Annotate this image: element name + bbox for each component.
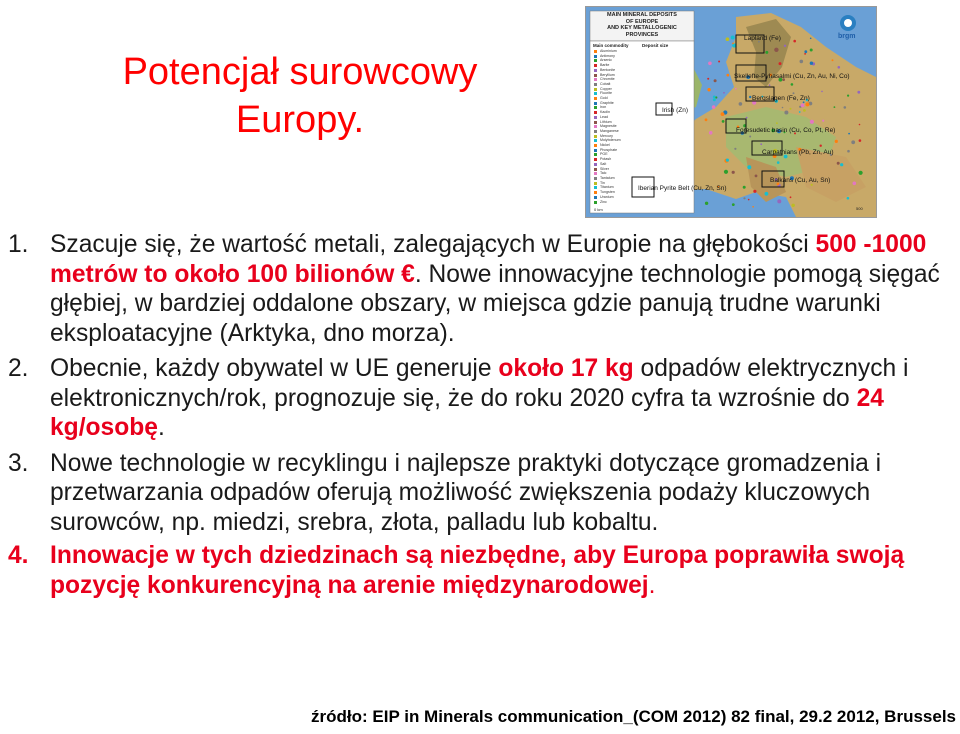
deposit-marker <box>705 118 708 121</box>
highlighted-text: około 17 kg <box>498 355 634 382</box>
deposit-marker <box>748 199 750 201</box>
legend-label: Antimony <box>600 53 615 58</box>
legend-label: Aluminium <box>600 49 617 53</box>
list-item-text: . <box>157 414 165 441</box>
legend-swatch-icon <box>594 191 597 194</box>
deposit-marker <box>732 171 735 174</box>
source-note: źródło: EIP in Minerals communication_(COM 2012) 82 final, 29.2 2012, Brussels <box>311 707 956 726</box>
map-region-label: Foresudetic basin (Cu, Co, Pt, Re) <box>736 127 836 134</box>
legend-label: Gold <box>600 96 608 101</box>
legend-swatch-icon <box>594 102 597 105</box>
highlighted-text: 24 kg/osobę <box>50 384 884 441</box>
legend-swatch-icon <box>594 92 597 95</box>
deposit-marker <box>718 61 720 63</box>
list-item-text: . Nowe innowacyjne technologie pomogą sięgać głębiej, w bardziej oddalone obszary, w miejsca gdzie panują trudne warunki eksploatacyjne (Arktyka, dno morza). <box>50 260 940 347</box>
legend-entry <box>600 200 621 205</box>
deposit-marker <box>746 117 748 119</box>
deposit-marker <box>821 91 823 93</box>
deposit-marker <box>735 88 737 90</box>
deposit-marker <box>810 38 812 40</box>
legend-swatch-icon <box>594 196 597 199</box>
deposit-marker <box>713 96 716 99</box>
list-item <box>0 541 960 600</box>
legend-label: Phosphate <box>600 147 618 152</box>
legend-label: PGE <box>600 152 608 157</box>
legend-swatch-icon <box>594 88 597 91</box>
legend-swatch-icon <box>594 125 597 128</box>
list-item-text: Nowe technologie w recyklingu i najlepsze praktyki dotyczące gromadzenia i przetwarzania odpadów oferują możliwość zwiększenia podaży kluczowych surowców, np. miedzi, srebra, złota, palladu lub kobaltu. <box>50 449 882 536</box>
legend-swatch-icon <box>594 121 597 124</box>
deposit-marker <box>792 204 795 207</box>
deposit-marker <box>832 59 834 61</box>
deposit-marker <box>834 106 836 108</box>
legend-swatch-icon <box>594 201 597 204</box>
deposit-marker <box>793 40 796 43</box>
deposit-marker <box>705 202 708 205</box>
legend-swatch-icon <box>594 182 597 185</box>
legend-title: Main commodity <box>593 43 629 48</box>
deposit-marker <box>721 112 725 116</box>
deposit-marker <box>755 175 758 178</box>
legend-label: Manganese <box>600 128 619 133</box>
deposit-marker <box>822 120 824 122</box>
legend-swatch-icon <box>594 106 597 109</box>
map-region-label: Irish (Zn) <box>662 107 688 114</box>
legend-swatch-icon <box>594 135 597 138</box>
legend-label: Uranium <box>600 194 614 199</box>
deposit-marker <box>793 92 795 94</box>
deposit-marker <box>734 148 736 150</box>
legend-label: Silver <box>600 166 609 171</box>
deposit-marker <box>715 96 717 98</box>
deposit-marker <box>805 102 809 106</box>
deposit-marker <box>724 170 728 174</box>
legend-swatch-icon <box>594 78 597 81</box>
map-region-label: Skellefte-Pyhasalmi (Cu, Zn, Au, Ni, Co) <box>734 73 850 80</box>
legend-label: Cobalt <box>600 81 611 86</box>
deposit-marker <box>739 102 743 106</box>
deposit-marker <box>804 53 806 55</box>
legend-label: Tantalum <box>600 175 615 180</box>
legend-label: Tungsten <box>600 190 615 195</box>
legend-swatch-icon <box>594 55 597 58</box>
deposit-marker <box>837 162 840 165</box>
legend-label: Arsenic <box>600 58 612 63</box>
map-header-line-3: AND KEY METALLOGENIC PROVINCES <box>607 25 677 38</box>
legend-swatch-icon <box>594 97 597 100</box>
legend-swatch-icon <box>594 168 597 171</box>
legend-swatch-icon <box>594 163 597 166</box>
scale-label-start: 0 km <box>594 207 603 212</box>
list-item-text: odpadów elektrycznych i elektronicznych/rok, prognozuje się, że do roku 2020 cyfra ta wzrośnie do <box>50 355 909 412</box>
legend-label: Potash <box>600 157 612 162</box>
highlighted-text: 500 -1000 metrów to około 100 bilionów € <box>50 231 927 288</box>
deposit-marker <box>726 37 730 41</box>
deposit-marker <box>820 145 822 147</box>
legend-swatch-icon <box>594 116 597 119</box>
deposit-marker <box>777 199 781 203</box>
list-item-text: Szacuje się, że wartość metali, zalegających w Europie na głębokości <box>50 231 816 258</box>
deposit-marker <box>708 62 712 66</box>
legend-label: Titanium <box>600 185 614 190</box>
deposit-marker <box>774 48 778 52</box>
legend-swatch-icon <box>594 149 597 152</box>
map-region-label: Bergslagen (Fe, Zn) <box>752 95 810 102</box>
deposit-marker <box>804 50 807 53</box>
legend-label: Bentonite <box>600 67 616 72</box>
legend-label: Salt <box>600 161 607 166</box>
legend-label: Fluorite <box>600 91 612 96</box>
deposit-marker <box>847 150 850 153</box>
deposit-marker <box>714 79 717 82</box>
deposit-marker <box>712 105 716 109</box>
deposit-marker <box>859 124 861 126</box>
legend-label: Barite <box>600 63 610 68</box>
list-item <box>0 449 960 538</box>
legend-label: Beryllium <box>600 72 615 77</box>
deposit-marker <box>743 186 746 189</box>
legend-swatch-icon <box>594 139 597 142</box>
deposit-marker <box>765 51 768 54</box>
deposit-marker <box>779 62 782 65</box>
brgm-logo-text: brgm <box>838 33 856 40</box>
legend-label: Nickel <box>600 143 610 148</box>
deposit-marker <box>760 143 762 145</box>
legend-swatch-icon <box>594 59 597 62</box>
highlighted-text: Innowacje w tych dziedzinach są niezbędne, aby Europa poprawiła swoją pozycję konkurencyjną na arenie międzynarodowej <box>50 542 905 599</box>
map-legend <box>600 49 621 204</box>
deposit-marker <box>723 92 725 94</box>
map-header-line-1: MAIN MINERAL DEPOSITS <box>607 12 677 18</box>
list-item <box>0 230 960 348</box>
legend-label: Magnesite <box>600 124 617 129</box>
deposit-marker <box>726 159 729 162</box>
deposit-marker <box>800 60 804 64</box>
bullet-list <box>0 230 960 600</box>
deposit-marker <box>790 196 792 198</box>
europe-mineral-map <box>585 6 877 218</box>
legend-swatch-icon <box>594 83 597 86</box>
legend-swatch-icon <box>594 144 597 147</box>
legend-swatch-icon <box>594 158 597 161</box>
map-region-label: Balkans (Cu, Au, Sn) <box>770 177 831 184</box>
deposit-marker <box>722 120 725 123</box>
deposit-marker <box>859 171 863 175</box>
legend-label: Zinc <box>600 199 607 204</box>
title-line-1: Potencjał surowcowy <box>122 51 478 93</box>
map-region-label: Lapland (Fe) <box>744 35 781 42</box>
deposit-marker <box>726 74 729 77</box>
deposit-marker <box>835 140 838 143</box>
deposit-marker <box>844 106 847 109</box>
legend-swatch-icon <box>594 130 597 133</box>
legend-swatch-icon <box>594 177 597 180</box>
list-item-text: Obecnie, każdy obywatel w UE generuje <box>50 355 499 382</box>
deposit-marker <box>801 103 805 107</box>
deposit-marker <box>847 197 850 200</box>
map-region-label: Carpathians (Pb, Zn, Au) <box>762 149 834 156</box>
deposit-marker <box>732 43 734 45</box>
deposit-marker <box>790 108 792 110</box>
list-item-number: 3. <box>8 449 29 477</box>
deposit-marker <box>782 107 784 109</box>
legend-swatch-icon <box>594 186 597 189</box>
legend-swatch-icon <box>594 64 597 67</box>
deposit-marker <box>810 62 813 65</box>
deposit-marker <box>784 45 786 47</box>
legend-label: Kaolin <box>600 110 610 115</box>
deposit-marker <box>709 131 713 135</box>
deposit-marker <box>776 122 778 124</box>
deposit-marker <box>853 182 857 186</box>
deposit-marker <box>811 184 813 186</box>
deposit-marker <box>838 66 841 69</box>
deposit-marker <box>840 163 843 166</box>
highlighted-text: . <box>648 571 656 599</box>
legend-label: Mercury <box>600 133 613 138</box>
legend-swatch-icon <box>594 111 597 114</box>
legend-swatch-icon <box>594 153 597 156</box>
deposit-marker <box>747 165 751 169</box>
deposit-marker <box>707 88 710 91</box>
legend-label: Chromite <box>600 77 615 82</box>
deposit-marker <box>784 111 788 115</box>
map-graphic <box>586 7 876 217</box>
deposit-marker <box>743 197 745 199</box>
scale-label-end: 500 <box>856 206 863 211</box>
deposit-marker <box>810 120 814 124</box>
deposit-marker <box>810 49 813 52</box>
legend-title-size: Deposit size <box>642 43 669 48</box>
list-item-number: 4. <box>8 542 29 569</box>
deposit-marker <box>765 192 769 196</box>
list-item <box>0 354 960 443</box>
deposit-marker <box>799 111 801 113</box>
legend-swatch-icon <box>594 50 597 53</box>
legend-label: Iron <box>600 105 607 110</box>
legend-label: Copper <box>600 86 612 91</box>
deposit-marker <box>857 91 860 94</box>
deposit-marker <box>732 203 735 206</box>
title-line-2: Europy. <box>235 99 365 141</box>
list-item-number: 1. <box>8 231 29 258</box>
deposit-marker <box>848 133 850 135</box>
legend-swatch-icon <box>594 172 597 175</box>
slide-title <box>60 48 540 144</box>
deposit-marker <box>749 136 751 138</box>
legend-label: Talc <box>600 171 607 176</box>
legend-label: Graphite <box>600 100 614 105</box>
deposit-marker <box>707 78 709 80</box>
legend-label: Tin <box>600 180 605 185</box>
deposit-marker <box>752 206 754 208</box>
list-item-number: 2. <box>8 355 29 382</box>
legend-label: Lithium <box>600 119 612 124</box>
deposit-marker <box>777 161 780 164</box>
deposit-marker <box>859 139 862 142</box>
legend-swatch-icon <box>594 69 597 72</box>
deposit-marker <box>851 140 855 144</box>
map-header-line-2: OF EUROPE <box>625 18 659 25</box>
deposit-marker <box>803 109 806 112</box>
deposit-marker <box>753 190 756 193</box>
deposit-marker <box>847 95 849 97</box>
map-region-label: Iberian Pyrite Belt (Cu, Zn, Sn) <box>638 185 727 192</box>
deposit-marker <box>791 83 794 86</box>
deposit-marker <box>769 84 771 86</box>
legend-label: Lead <box>600 114 608 119</box>
deposit-marker <box>713 98 716 101</box>
legend-label: Molybdenum <box>600 138 621 143</box>
legend-swatch-icon <box>594 74 597 77</box>
deposit-marker <box>731 36 735 40</box>
map-header <box>592 12 692 38</box>
